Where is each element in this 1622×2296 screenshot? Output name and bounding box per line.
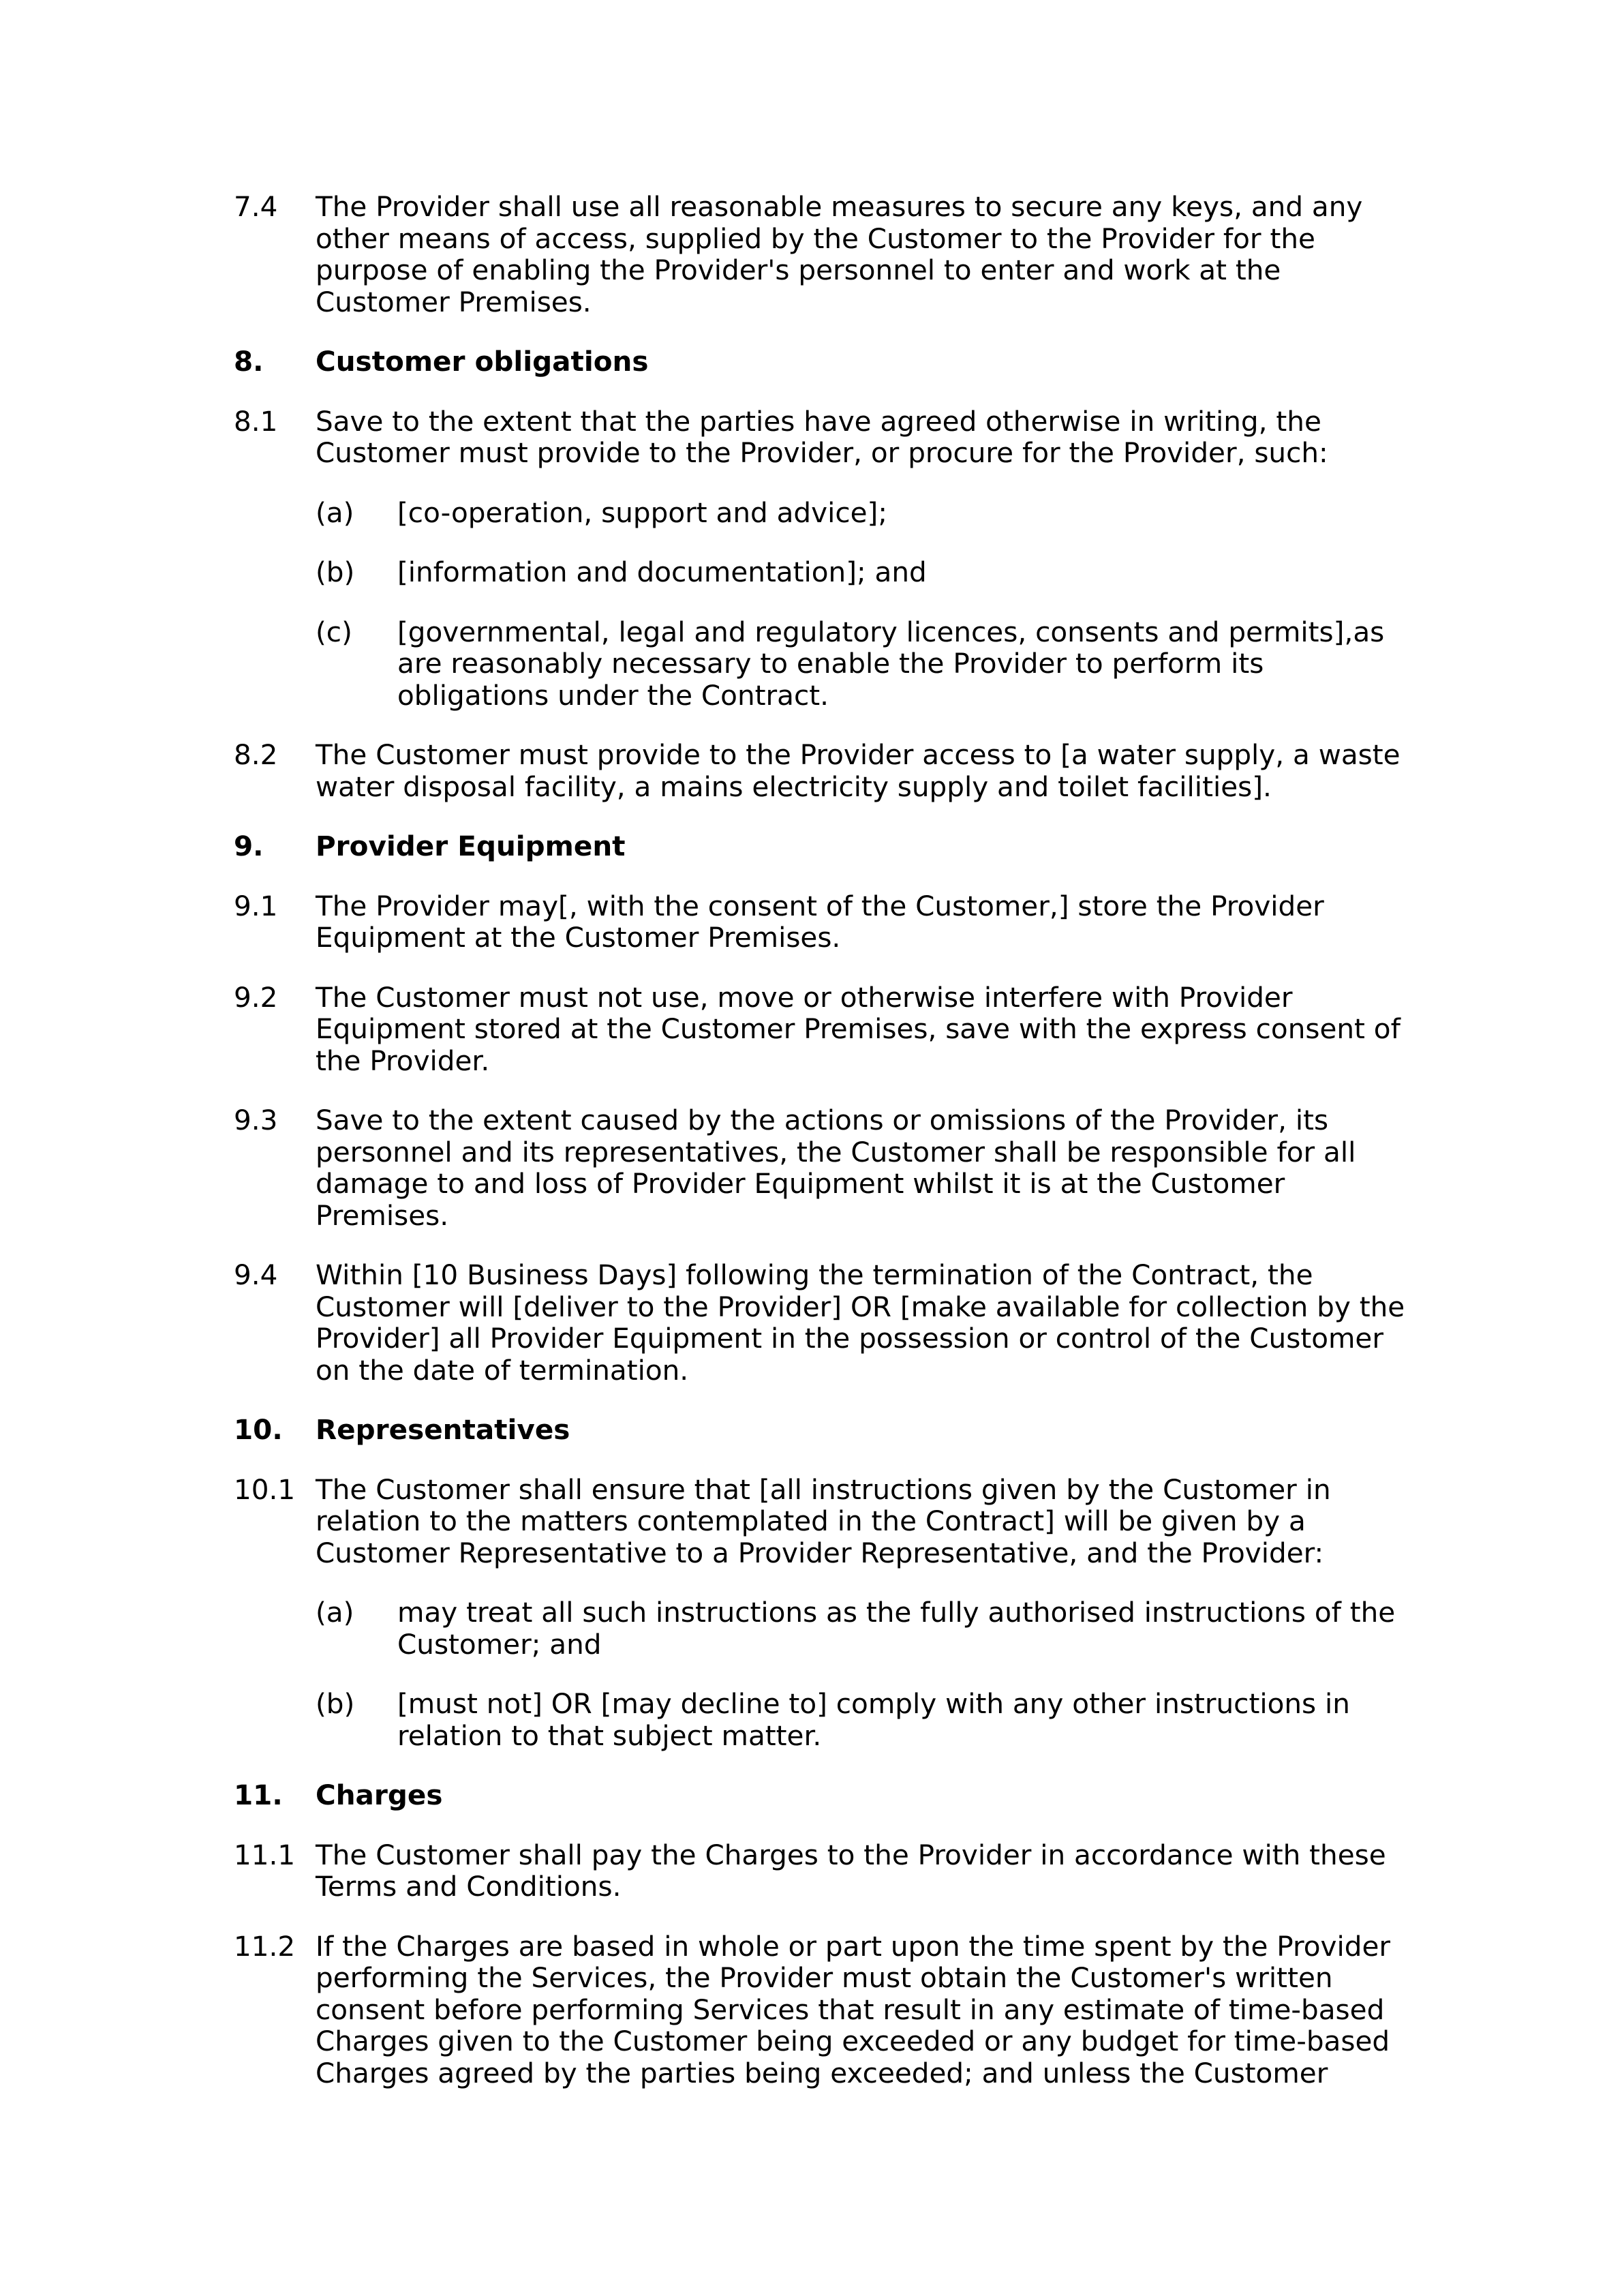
- clause-text: The Customer shall pay the Charges to the Provider in accordance with these Terms and Conditions.: [316, 1838, 1386, 1903]
- clause-9-2: [234, 982, 1406, 1077]
- subclause-text: may treat all such instructions as the fully authorised instructions of the Customer; and: [397, 1596, 1396, 1661]
- clause-text: Save to the extent that the parties have agreed otherwise in writing, the Customer must provide to the Provider, or procure for the Provider, such:: [316, 404, 1328, 469]
- clause-11-1: [234, 1839, 1406, 1903]
- clause-number: 11.2: [234, 1929, 296, 1963]
- clause-8-1: [234, 406, 1406, 469]
- subclause-10-1-a: [234, 1597, 1406, 1660]
- clause-number: 8.2: [234, 738, 278, 771]
- clause-number: 7.4: [234, 190, 278, 223]
- section-number: 10.: [234, 1413, 283, 1446]
- clause-11-2: [234, 1931, 1406, 2089]
- clause-number: 9.1: [234, 889, 278, 922]
- subclause-label: (a): [316, 1596, 354, 1629]
- subclause-text: [must not] OR [may decline to] comply with any other instructions in relation to that subject matter.: [397, 1687, 1350, 1752]
- clause-number: 8.1: [234, 404, 278, 438]
- section-title: Customer obligations: [316, 345, 649, 378]
- clause-number: 10.1: [234, 1472, 296, 1506]
- clause-text: The Provider shall use all reasonable measures to secure any keys, and any other means of access, supplied by the Customer to the Provider for the purpose of enabling the Provider's personnel to enter and work at the Customer Premises.: [316, 190, 1363, 318]
- section-number: 8.: [234, 345, 264, 378]
- section-number: 9.: [234, 830, 264, 862]
- clause-9-4: [234, 1259, 1406, 1386]
- subclause-text: [co-operation, support and advice];: [397, 496, 887, 529]
- clause-9-1: [234, 890, 1406, 954]
- document-body: [234, 191, 1406, 2089]
- subclause-text: [information and documentation]; and: [397, 556, 927, 588]
- subclause-label: (b): [316, 556, 355, 588]
- clause-7-4: [234, 191, 1406, 318]
- section-title: Provider Equipment: [316, 830, 626, 862]
- clause-text: Save to the extent caused by the actions or omissions of the Provider, its personnel and its representatives, the Customer shall be responsible for all damage to and loss of Provider Equipment whilst it is at the Customer Premises.: [316, 1104, 1356, 1232]
- clause-number: 11.1: [234, 1838, 296, 1871]
- subclause-label: (a): [316, 496, 354, 529]
- clause-text: The Customer must not use, move or otherwise interfere with Provider Equipment stored at the Customer Premises, save with the express consent of the Provider.: [316, 980, 1401, 1077]
- clause-number: 9.4: [234, 1258, 278, 1291]
- clause-9-3: [234, 1104, 1406, 1231]
- subclause-label: (c): [316, 615, 352, 648]
- subclause-8-1-a: [234, 497, 1406, 529]
- clause-10-1: [234, 1474, 1406, 1569]
- subclause-8-1-b: [234, 556, 1406, 588]
- section-number: 11.: [234, 1779, 283, 1811]
- subclause-text: [governmental, legal and regulatory licences, consents and permits],as are reasonably necessary to enable the Provider to perform its obligations under the Contract.: [397, 615, 1385, 712]
- clause-text: Within [10 Business Days] following the termination of the Contract, the Customer will [deliver to the Provider] OR [make available for collection by the Provider] all Provider Equipment in the possession or control of the Customer on the date of termination.: [316, 1258, 1405, 1387]
- section-heading-10: [234, 1414, 1406, 1446]
- section-heading-9: [234, 830, 1406, 862]
- section-heading-8: [234, 346, 1406, 378]
- subclause-10-1-b: [234, 1688, 1406, 1751]
- clause-number: 9.3: [234, 1104, 278, 1136]
- section-title: Charges: [316, 1779, 443, 1811]
- clause-8-2: [234, 739, 1406, 802]
- section-heading-11: [234, 1779, 1406, 1811]
- clause-text: The Customer shall ensure that [all instructions given by the Customer in relation to the matters contemplated in the Contract] will be given by a Customer Representative to a Provider Representative, and the Provider:: [316, 1472, 1331, 1569]
- subclause-label: (b): [316, 1687, 355, 1720]
- clause-number: 9.2: [234, 980, 278, 1014]
- clause-text: The Provider may[, with the consent of the Customer,] store the Provider Equipment at the Customer Premises.: [316, 889, 1324, 954]
- section-title: Representatives: [316, 1413, 570, 1446]
- clause-text: If the Charges are based in whole or part upon the time spent by the Provider performing the Services, the Provider must obtain the Customer's written consent before performing Services that result in any estimate of time-based Charges given to the Customer being exceeded or any budget for time-based Charges agreed by the parties being exceeded; and unless the Customer: [316, 1929, 1391, 2089]
- clause-text: The Customer must provide to the Provider access to [a water supply, a waste water disposal facility, a mains electricity supply and toilet facilities].: [316, 738, 1401, 803]
- subclause-8-1-c: [234, 616, 1406, 712]
